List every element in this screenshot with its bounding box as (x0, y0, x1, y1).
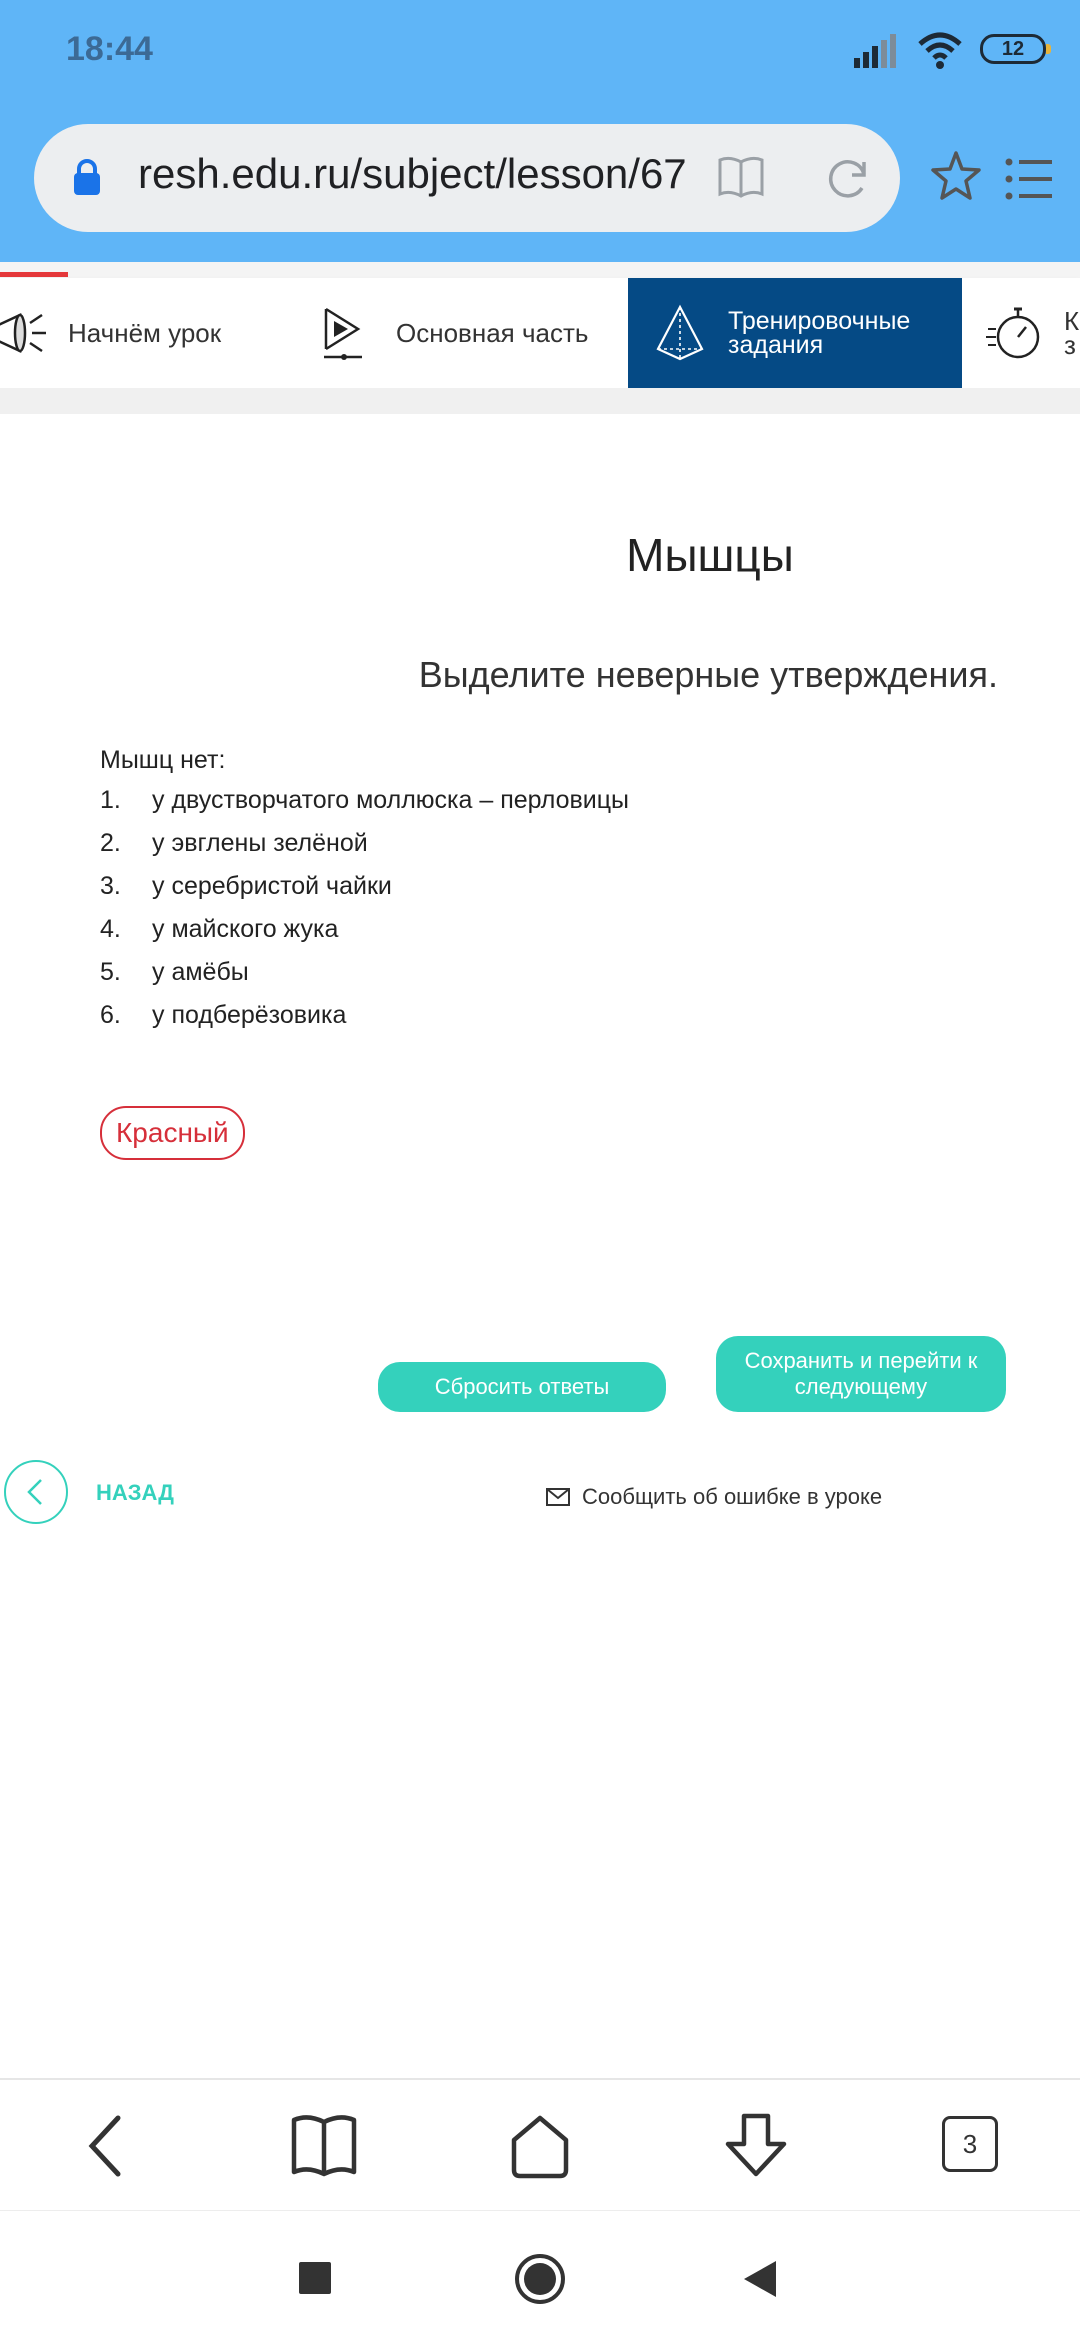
wifi-icon (916, 30, 964, 70)
item-number: 4. (100, 915, 121, 943)
lesson-nav (0, 278, 1080, 388)
bookmark-star-icon[interactable] (930, 150, 982, 202)
list-item[interactable] (100, 829, 629, 872)
item-number: 6. (100, 1001, 121, 1029)
item-number: 2. (100, 829, 121, 857)
page-title: Мышцы (626, 529, 794, 581)
tab-label-line2: з (1064, 330, 1076, 360)
status-icons (820, 28, 1080, 72)
question-intro: Мышц нет: (100, 746, 226, 774)
color-marker-chip[interactable]: Красный (100, 1106, 245, 1160)
reader-mode-icon[interactable] (716, 154, 766, 200)
status-time: 18:44 (66, 30, 153, 68)
item-number: 5. (100, 958, 121, 986)
tabs-count-button[interactable]: 3 (942, 2116, 998, 2172)
browser-header (0, 0, 1080, 262)
back-triangle-icon[interactable] (742, 2259, 778, 2299)
reload-icon[interactable] (824, 154, 872, 202)
recent-apps-icon[interactable] (298, 2261, 332, 2295)
progress-indicator (0, 272, 68, 277)
item-text[interactable]: у подберёзовика (152, 1001, 347, 1029)
item-text[interactable]: у эвглены зелёной (152, 829, 368, 857)
list-item[interactable] (100, 958, 629, 1001)
report-label[interactable]: Сообщить об ошибке в уроке (582, 1484, 883, 1509)
megaphone-icon (0, 303, 50, 363)
tab-main-part[interactable] (318, 278, 588, 388)
save-and-next-button[interactable]: Сохранить и перейти к следующему (716, 1336, 1006, 1412)
bookmarks-icon[interactable] (288, 2110, 360, 2182)
play-icon (318, 303, 378, 363)
tab-start-lesson[interactable] (0, 278, 221, 388)
mail-icon (546, 1488, 570, 1506)
reset-answers-button[interactable]: Сбросить ответы (378, 1362, 666, 1412)
item-number: 3. (100, 872, 121, 900)
item-text[interactable]: у серебристой чайки (152, 872, 392, 900)
back-button[interactable] (4, 1460, 68, 1524)
tab-label: Основная часть (396, 317, 589, 348)
battery-indicator: 12 (980, 34, 1046, 64)
signal-icon (854, 34, 898, 68)
home-circle-icon[interactable] (514, 2253, 566, 2305)
tab-label: Начнём урок (68, 317, 222, 348)
menu-icon[interactable] (1004, 156, 1054, 202)
tab-label-line1: Тренировочные (728, 307, 911, 335)
task-instruction: Выделите неверные утверждения. (418, 654, 998, 695)
divider (0, 388, 1080, 414)
tab-label-line2: задания (728, 331, 824, 359)
item-number: 1. (100, 786, 121, 814)
tab-control-tasks[interactable] (986, 278, 1079, 388)
tab-label (1064, 306, 1080, 360)
item-text[interactable]: у майского жука (152, 915, 339, 943)
back-label[interactable]: НАЗАД (96, 1480, 174, 1505)
statement-list (100, 786, 629, 1044)
page-strip (0, 262, 1080, 278)
list-item[interactable] (100, 872, 629, 915)
stopwatch-icon (986, 303, 1046, 363)
home-icon[interactable] (504, 2110, 576, 2182)
item-text[interactable]: у двустворчатого моллюска – перловицы (152, 786, 630, 814)
pyramid-icon (650, 303, 710, 363)
report-error-link[interactable] (546, 1484, 882, 1510)
tab-label-line1: К (1064, 306, 1080, 336)
back-arrow-icon[interactable] (72, 2110, 144, 2182)
url-text[interactable]: resh.edu.ru/subject/lesson/67 (138, 150, 687, 197)
list-item[interactable] (100, 1001, 629, 1044)
chevron-left-icon (6, 1462, 66, 1522)
tab-label (728, 309, 910, 357)
lock-icon (72, 158, 102, 196)
address-bar[interactable] (34, 124, 900, 232)
list-item[interactable] (100, 786, 629, 829)
tab-training-tasks[interactable] (628, 278, 962, 388)
download-icon[interactable] (720, 2110, 792, 2182)
browser-bottom-bar (0, 2078, 1080, 2212)
item-text[interactable]: у амёбы (152, 958, 249, 986)
list-item[interactable] (100, 915, 629, 958)
system-nav-bar (0, 2210, 1080, 2341)
